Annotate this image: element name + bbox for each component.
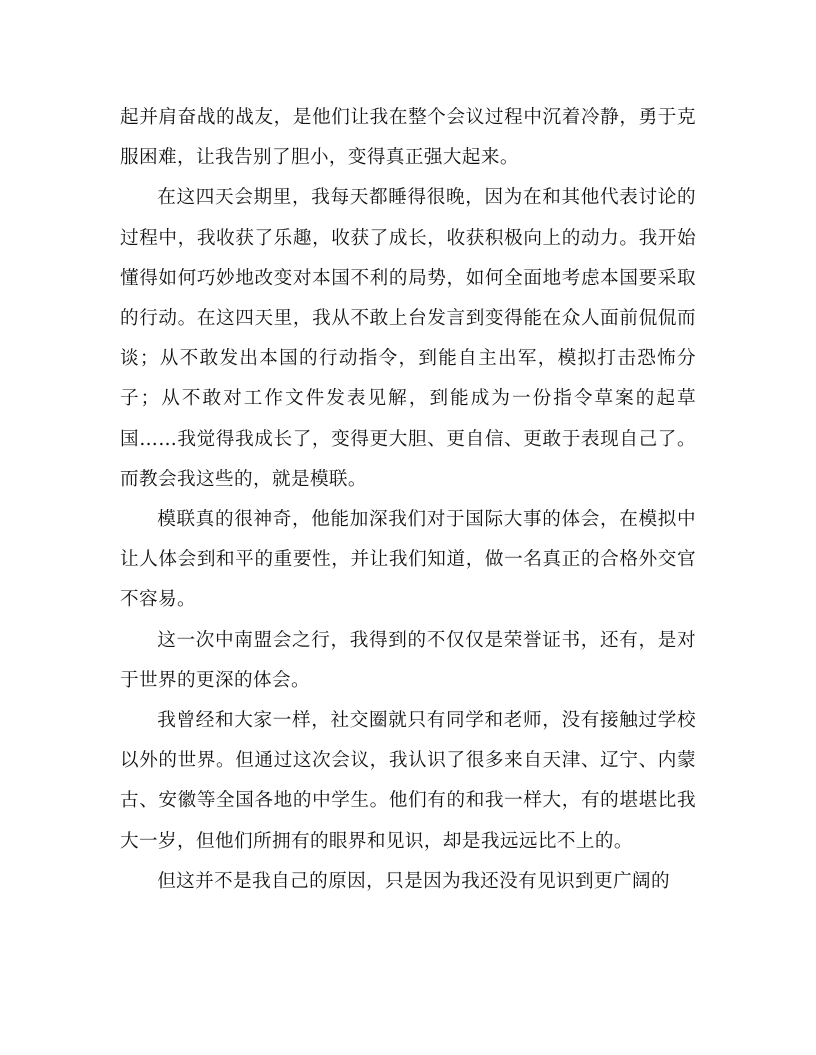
paragraph-3: 模联真的很神奇，他能加深我们对于国际大事的体会，在模拟中让人体会到和平的重要性，并让我们知道，做一名真正的合格外交官不容易。 [120,509,696,611]
document-body [120,98,696,902]
paragraph-1: 起并肩奋战的战友，是他们让我在整个会议过程中沉着冷静，勇于克服困难，让我告别了胆小，变得真正强大起来。 [120,107,696,169]
paragraph-6: 但这并不是我自己的原因，只是因为我还没有见识到更广阔的 [157,870,671,892]
paragraph-2: 在这四天会期里，我每天都睡得很晚，因为在和其他代表讨论的过程中，我收获了乐趣，收获了成长，收获积极向上的动力。我开始懂得如何巧妙地改变对本国不利的局势，如何全面地考虑本国要采取的行动。在这四天里，我从不敢上台发言到变得能在众人面前侃侃而谈；从不敢发出本国的行动指令，到能自主出军，模拟打击恐怖分子；从不敢对工作文件发表见解，到能成为一份指令草案的起草国……我觉得我成长了，变得更大胆、更自信、更敢于表现自己了。而教会我这些的，就是模联。 [120,187,696,490]
paragraph-4: 这一次中南盟会之行，我得到的不仅仅是荣誉证书，还有，是对于世界的更深的体会。 [120,629,696,691]
paragraph-5: 我曾经和大家一样，社交圈就只有同学和老师，没有接触过学校以外的世界。但通过这次会议，我认识了很多来自天津、辽宁、内蒙古、安徽等全国各地的中学生。他们有的和我一样大，有的堪堪比我大一岁，但他们所拥有的眼界和见识，却是我远远比不上的。 [120,710,696,852]
